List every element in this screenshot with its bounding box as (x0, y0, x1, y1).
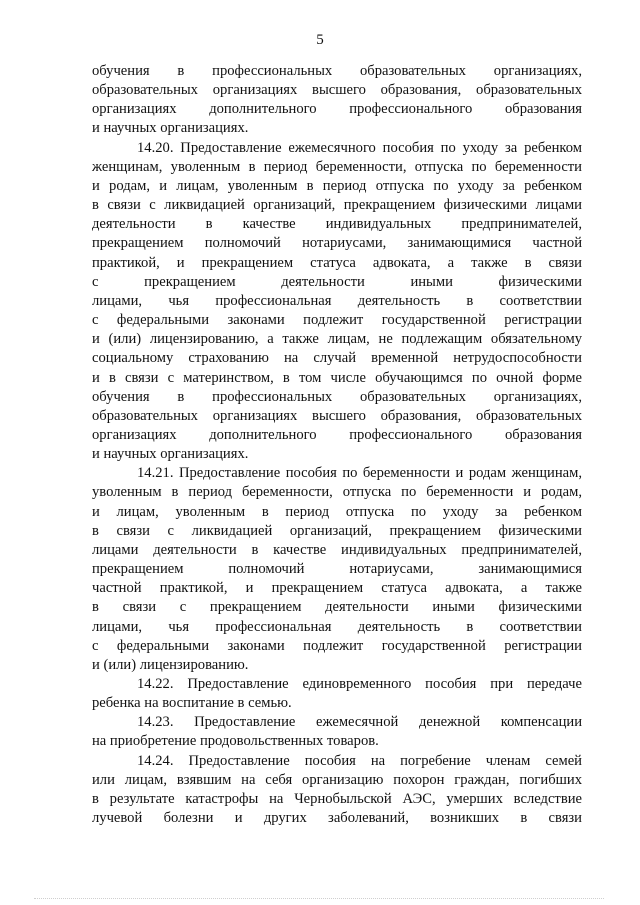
text-line: 14.22. Предоставление единовременного пособия при передаче (137, 676, 582, 692)
text-line: в связи с прекращением деятельности иными физическими (92, 599, 582, 616)
page-number: 5 (316, 32, 324, 48)
paragraph-p-14-21 (92, 464, 582, 675)
text-line: социальному страхованию на случай временной нетрудоспособности (92, 350, 582, 367)
text-line: и научных организациях. (92, 120, 249, 137)
text-line: и (или) лицензированию. (92, 656, 249, 673)
text-line: и научных организациях. (92, 446, 249, 463)
paragraph-p-14-20 (92, 139, 582, 465)
text-line: прекращением полномочий нотариусами, занимающимися частной (92, 235, 582, 252)
text-line: лучевой болезни и других заболеваний, возникших в связи (92, 810, 582, 827)
text-line: и лицам, уволенным в период отпуска по уходу за ребенком (92, 503, 582, 520)
text-line: прекращением полномочий нотариусами, занимающимися (92, 561, 582, 578)
text-line: и родам, и лицам, уволенным в период отпуска по уходу за ребенком (92, 177, 582, 194)
text-line: 14.21. Предоставление пособия по беременности и родам женщинам, (137, 465, 582, 482)
text-line: в связи с ликвидацией организаций, прекращением физическими (92, 522, 582, 539)
text-line: образовательных организациях высшего образования, образовательных (92, 82, 582, 99)
text-line: 14.24. Предоставление пособия на погребение членам семей (137, 752, 582, 769)
document-body (92, 62, 582, 828)
text-line: практикой, и прекращением статуса адвоката, а также в связи (92, 254, 582, 271)
text-line: лицами деятельности в качестве индивидуальных предпринимателей, (92, 541, 582, 558)
text-line: 14.20. Предоставление ежемесячного пособия по уходу за ребенком (137, 139, 582, 156)
text-line: в результате катастрофы на Чернобыльской АЭС, умерших вследствие (92, 790, 582, 807)
text-line: 14.23. Предоставление ежемесячной денежной компенсации (137, 714, 582, 731)
paragraph-p-14-24 (92, 752, 582, 829)
text-line: частной практикой, и прекращением статуса адвоката, а также (92, 580, 582, 597)
paragraph-p-cont (92, 62, 582, 139)
text-line: и в связи с материнством, в том числе обучающимся по очной форме (92, 369, 582, 386)
text-line: деятельности в качестве индивидуальных предпринимателей, (92, 216, 582, 233)
text-line: с прекращением деятельности иными физическими (92, 273, 582, 290)
text-line: или лицам, взявшим на себя организацию похорон граждан, погибших (92, 771, 582, 788)
text-line: лицами, чья профессиональная деятельность в соответствии (92, 618, 582, 635)
text-line: с федеральными законами подлежит государственной регистрации (92, 312, 582, 329)
text-line: организациях дополнительного профессионального образования (92, 101, 582, 118)
text-line: образовательных организациях высшего образования, образовательных (92, 407, 582, 424)
text-line: организациях дополнительного профессионального образования (92, 426, 582, 443)
text-line: обучения в профессиональных образовательных организациях, (92, 388, 582, 405)
paragraph-p-14-22 (92, 675, 582, 713)
paragraph-p-14-23 (92, 713, 582, 751)
text-line: обучения в профессиональных образовательных организациях, (92, 63, 582, 79)
text-line: уволенным в период беременности, отпуска по беременности и родам, (92, 484, 582, 501)
text-line: ребенка на воспитание в семью. (92, 695, 292, 712)
text-line: на приобретение продовольственных товаров. (92, 733, 379, 750)
text-line: с федеральными законами подлежит государственной регистрации (92, 637, 582, 654)
text-line: лицами, чья профессиональная деятельность в соответствии (92, 292, 582, 309)
scan-edge-divider (34, 898, 604, 899)
text-line: в связи с ликвидацией организаций, прекращением физическими лицами (92, 197, 582, 214)
text-line: женщинам, уволенным в период беременности, отпуска по беременности (92, 158, 582, 175)
text-line: и (или) лицензированию, а также лицам, не подлежащим обязательному (92, 331, 582, 348)
